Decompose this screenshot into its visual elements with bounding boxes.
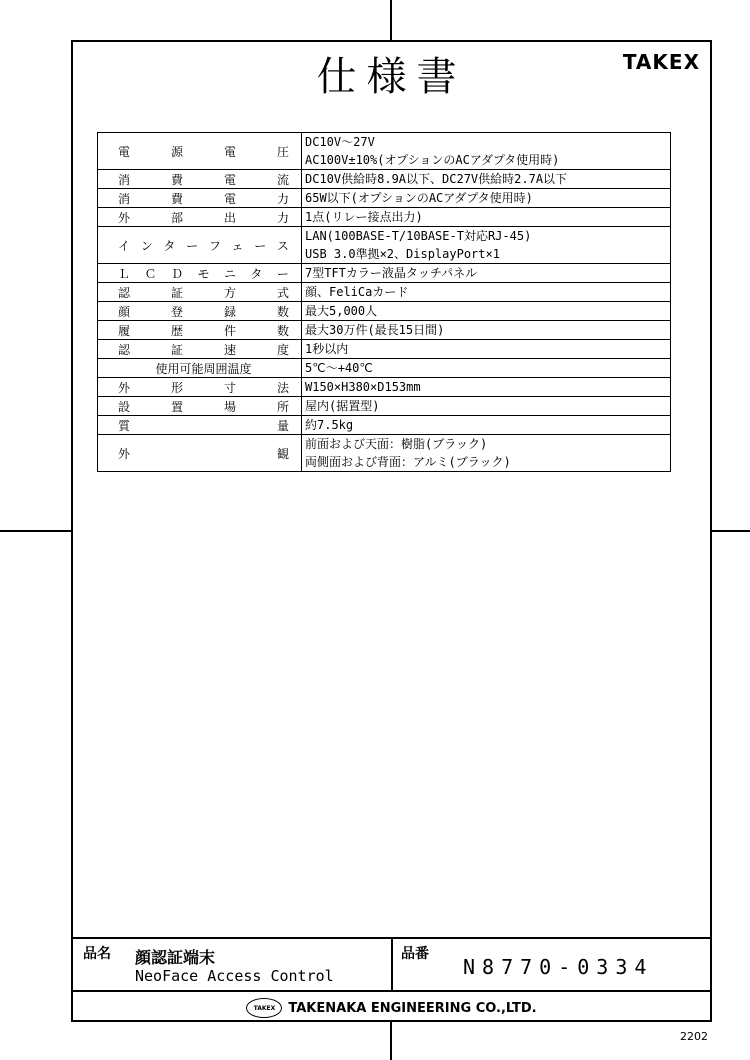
spec-label-char: 度 bbox=[276, 342, 289, 357]
spec-value-line: 両側面および背面：アルミ(ブラック) bbox=[305, 455, 511, 469]
spec-row bbox=[98, 416, 671, 435]
spec-label-char: 速 bbox=[223, 342, 236, 357]
spec-value-cell bbox=[302, 340, 671, 359]
spec-row bbox=[98, 264, 671, 283]
spec-label-char: 認 bbox=[118, 342, 131, 357]
spec-value-cell bbox=[302, 378, 671, 397]
spec-label-cell bbox=[98, 170, 302, 189]
spec-label bbox=[118, 237, 289, 254]
spec-value-line: W150×H380×D153mm bbox=[305, 380, 421, 394]
crop-mark-bottom bbox=[390, 1022, 392, 1060]
spec-label bbox=[118, 341, 289, 358]
crop-mark-right bbox=[712, 530, 750, 532]
spec-label-char: タ bbox=[250, 266, 263, 281]
spec-value-line: 最大30万件(最長15日間) bbox=[305, 323, 445, 337]
spec-row bbox=[98, 321, 671, 340]
spec-value-line: DC10V供給時8.9A以下、DC27V供給時2.7A以下 bbox=[305, 172, 568, 186]
spec-value-line: 1秒以内 bbox=[305, 342, 349, 356]
spec-value-cell bbox=[302, 321, 671, 340]
spec-label-char: ン bbox=[140, 238, 153, 253]
part-number-label: 品番 bbox=[401, 946, 429, 962]
spec-label bbox=[118, 360, 289, 377]
spec-label-char: 形 bbox=[170, 380, 183, 395]
spec-value-line: DC10V～27V bbox=[305, 135, 375, 149]
spec-value-line: 顔、FeliCaカード bbox=[305, 285, 409, 299]
spec-value-cell bbox=[302, 302, 671, 321]
spec-label bbox=[118, 303, 289, 320]
spec-label-char: ー bbox=[276, 266, 289, 281]
product-divider bbox=[391, 939, 393, 992]
spec-label-char: 電 bbox=[118, 144, 131, 159]
spec-label-char: 力 bbox=[276, 210, 289, 225]
spec-label-char: 履 bbox=[118, 323, 131, 338]
spec-label-cell bbox=[98, 340, 302, 359]
spec-label-char: 録 bbox=[223, 304, 236, 319]
spec-value-cell bbox=[302, 133, 671, 170]
spec-label-cell bbox=[98, 264, 302, 283]
spec-value-line: 前面および天面：樹脂(ブラック) bbox=[305, 437, 488, 451]
company-name: TAKENAKA ENGINEERING CO.,LTD. bbox=[288, 1000, 537, 1016]
spec-label bbox=[118, 284, 289, 301]
spec-label-cell bbox=[98, 378, 302, 397]
spec-label-char: 登 bbox=[170, 304, 183, 319]
spec-value-line: 65W以下(オプションのACアダプタ使用時) bbox=[305, 191, 533, 205]
spec-label bbox=[118, 417, 289, 434]
spec-label-char: 外 bbox=[118, 210, 131, 225]
company-logo: TAKEX bbox=[246, 998, 282, 1018]
spec-label-char: 源 bbox=[170, 144, 183, 159]
spec-value-line: AC100V±10%(オプションのACアダプタ使用時) bbox=[305, 153, 560, 167]
spec-value-cell bbox=[302, 227, 671, 264]
spec-label-cell bbox=[98, 189, 302, 208]
spec-label-char: 設 bbox=[118, 399, 131, 414]
spec-row bbox=[98, 435, 671, 472]
spec-value-line: 約7.5kg bbox=[305, 418, 354, 432]
spec-row bbox=[98, 340, 671, 359]
spec-label-char: 消 bbox=[118, 191, 131, 206]
spec-label bbox=[118, 379, 289, 396]
spec-row bbox=[98, 283, 671, 302]
spec-label-cell bbox=[98, 283, 302, 302]
spec-label-cell bbox=[98, 208, 302, 227]
spec-label-text: 使用可能周囲温度 bbox=[155, 361, 252, 376]
spec-value-cell bbox=[302, 170, 671, 189]
spec-label-char: タ bbox=[163, 238, 176, 253]
spec-label-char: 場 bbox=[223, 399, 236, 414]
spec-label-char: 寸 bbox=[223, 380, 236, 395]
spec-label-char: 力 bbox=[276, 191, 289, 206]
part-number: N8770-0334 bbox=[463, 955, 654, 979]
spec-label-char: 置 bbox=[170, 399, 183, 414]
spec-label bbox=[118, 171, 289, 188]
spec-row bbox=[98, 189, 671, 208]
crop-mark-top bbox=[390, 0, 392, 40]
spec-label-char: 数 bbox=[276, 304, 289, 319]
spec-value-line: USB 3.0準拠×2、DisplayPort×1 bbox=[305, 247, 500, 261]
spec-label-char: 所 bbox=[276, 399, 289, 414]
spec-label-char: 出 bbox=[223, 210, 236, 225]
spec-value-line: LAN(100BASE-T/10BASE-T対応RJ-45) bbox=[305, 229, 532, 243]
spec-label-char: ニ bbox=[223, 266, 236, 281]
company-footer bbox=[73, 990, 710, 1024]
spec-value-line: 1点(リレー接点出力) bbox=[305, 210, 423, 224]
crop-mark-left bbox=[0, 530, 71, 532]
spec-label-char: 証 bbox=[170, 342, 183, 357]
spec-value-cell bbox=[302, 359, 671, 378]
spec-label-cell bbox=[98, 397, 302, 416]
spec-value-cell bbox=[302, 416, 671, 435]
spec-label-char: モ bbox=[197, 266, 210, 281]
spec-label-cell bbox=[98, 359, 302, 378]
spec-label-char: 消 bbox=[118, 172, 131, 187]
spec-label-cell bbox=[98, 435, 302, 472]
spec-label-char: Ｄ bbox=[170, 266, 183, 281]
spec-row bbox=[98, 133, 671, 170]
spec-row bbox=[98, 359, 671, 378]
spec-label-char: フ bbox=[208, 238, 221, 253]
spec-value-cell bbox=[302, 208, 671, 227]
spec-label-char: 法 bbox=[276, 380, 289, 395]
spec-label-char: 費 bbox=[170, 172, 183, 187]
document-code: 2202 bbox=[680, 1030, 708, 1043]
spec-label-char: 電 bbox=[223, 144, 236, 159]
spec-label-char: 数 bbox=[276, 323, 289, 338]
spec-label-char: 電 bbox=[223, 172, 236, 187]
spec-value-cell bbox=[302, 283, 671, 302]
product-info-block bbox=[73, 937, 710, 992]
spec-table bbox=[97, 132, 671, 472]
spec-row bbox=[98, 302, 671, 321]
spec-label-char: 件 bbox=[223, 323, 236, 338]
spec-label-char: ェ bbox=[231, 238, 244, 253]
spec-value-line: 最大5,000人 bbox=[305, 304, 378, 318]
spec-value-cell bbox=[302, 397, 671, 416]
spec-label-char: 式 bbox=[276, 285, 289, 300]
spec-row bbox=[98, 227, 671, 264]
spec-label-char: 外 bbox=[118, 380, 131, 395]
spec-label-char: 方 bbox=[223, 285, 236, 300]
spec-label-char: 外 bbox=[118, 446, 131, 461]
spec-label-char: ー bbox=[254, 238, 267, 253]
spec-label-char: 量 bbox=[276, 418, 289, 433]
spec-value-line: 屋内(据置型) bbox=[305, 399, 380, 413]
spec-label-char: 認 bbox=[118, 285, 131, 300]
spec-value-line: 5℃～+40℃ bbox=[305, 361, 373, 375]
spec-label-char: 圧 bbox=[276, 144, 289, 159]
spec-row bbox=[98, 397, 671, 416]
spec-label-cell bbox=[98, 302, 302, 321]
spec-label bbox=[118, 143, 289, 160]
product-name-english: NeoFace Access Control bbox=[135, 967, 334, 985]
spec-label-char: 費 bbox=[170, 191, 183, 206]
spec-value-cell bbox=[302, 189, 671, 208]
spec-label-char: ー bbox=[186, 238, 199, 253]
spec-label-cell bbox=[98, 321, 302, 340]
spec-label-char: 部 bbox=[170, 210, 183, 225]
brand-logo: TAKEX bbox=[622, 50, 700, 74]
spec-value-line: 7型TFTカラー液晶タッチパネル bbox=[305, 266, 478, 280]
spec-row bbox=[98, 208, 671, 227]
spec-label bbox=[118, 209, 289, 226]
document-frame bbox=[71, 40, 712, 1022]
spec-label-cell bbox=[98, 133, 302, 170]
spec-label-char: Ｌ bbox=[118, 266, 131, 281]
product-name-label: 品名 bbox=[83, 946, 111, 962]
spec-row bbox=[98, 378, 671, 397]
spec-label bbox=[118, 322, 289, 339]
spec-label-cell bbox=[98, 416, 302, 435]
spec-label-cell bbox=[98, 227, 302, 264]
spec-label bbox=[118, 265, 289, 282]
spec-label bbox=[118, 398, 289, 415]
product-name: 顔認証端末 bbox=[135, 948, 216, 967]
spec-label-char: 電 bbox=[223, 191, 236, 206]
spec-label-char: 顔 bbox=[118, 304, 131, 319]
spec-label-char: 質 bbox=[118, 418, 131, 433]
spec-row bbox=[98, 170, 671, 189]
spec-value-cell bbox=[302, 264, 671, 283]
spec-value-cell bbox=[302, 435, 671, 472]
spec-label-char: イ bbox=[118, 238, 131, 253]
spec-label-char: ス bbox=[276, 238, 289, 253]
spec-label-char: Ｃ bbox=[144, 266, 157, 281]
document-title: 仕様書 bbox=[316, 54, 467, 100]
spec-label bbox=[118, 445, 289, 462]
spec-label-char: 観 bbox=[276, 446, 289, 461]
spec-label-char: 証 bbox=[170, 285, 183, 300]
spec-label bbox=[118, 190, 289, 207]
spec-label-char: 流 bbox=[276, 172, 289, 187]
spec-label-char: 歴 bbox=[170, 323, 183, 338]
